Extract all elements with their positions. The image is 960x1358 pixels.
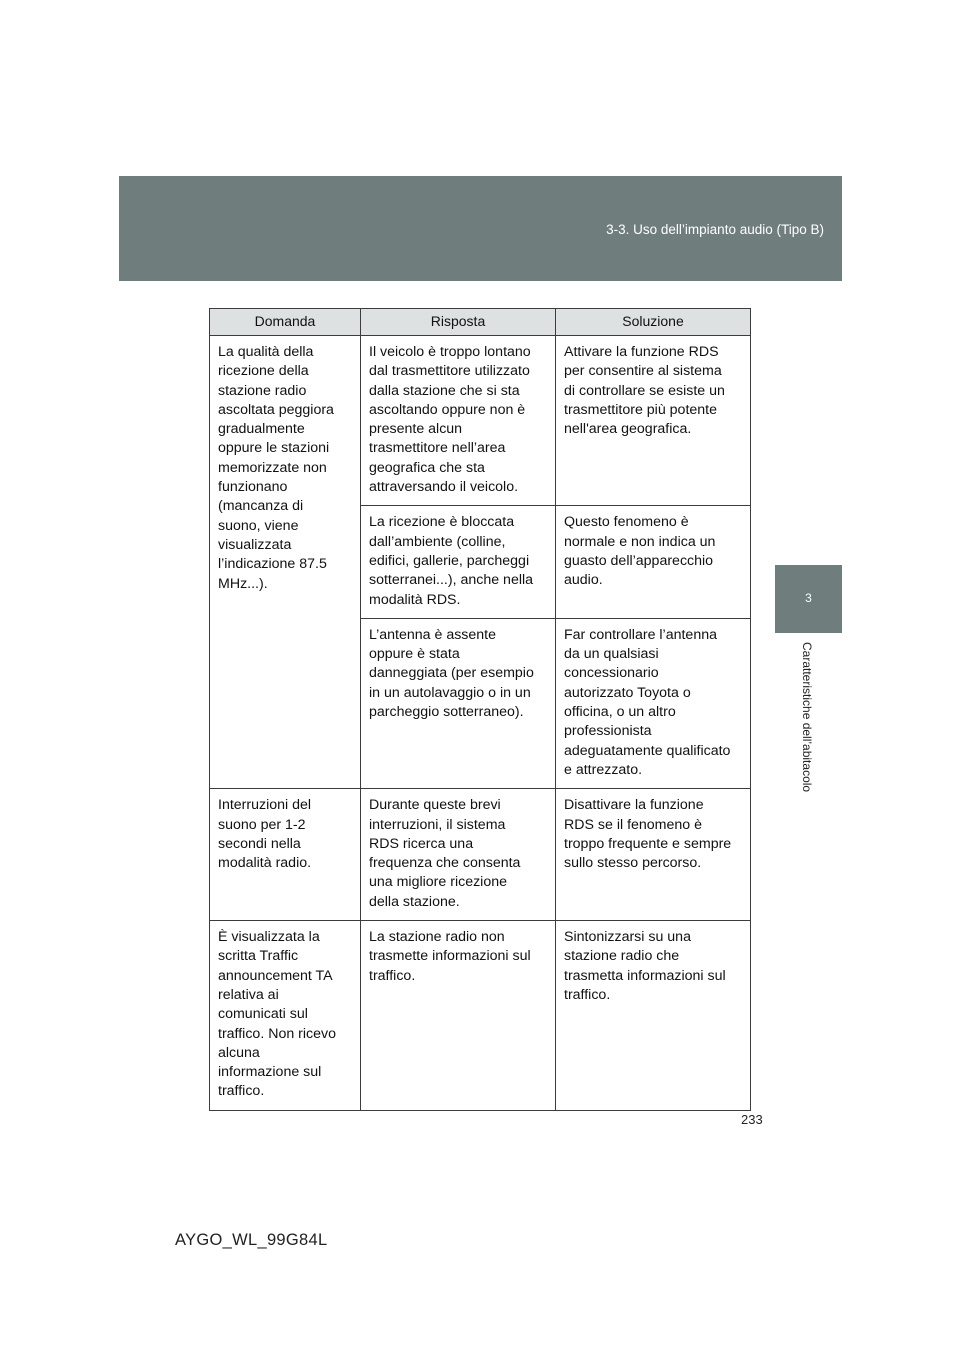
soluzione-cell: Disattivare la funzione RDS se il fenomeno è troppo frequente e sempre sullo stesso percorso. bbox=[556, 789, 751, 921]
soluzione-cell: Sintonizzarsi su una stazione radio che trasmetta informazioni sul traffico. bbox=[556, 921, 751, 1111]
chapter-tab bbox=[775, 565, 842, 633]
domanda-cell: È visualizzata la scritta Traffic announcement TA relativa ai comunicati sul traffico. Non ricevo alcuna informazione sul traffico. bbox=[210, 921, 361, 1111]
risposta-cell: La stazione radio non trasmette informazioni sul traffico. bbox=[361, 921, 556, 1111]
table-row bbox=[210, 336, 751, 506]
domanda-cell: Interruzioni del suono per 1-2 secondi nella modalità radio. bbox=[210, 789, 361, 921]
page-number: 233 bbox=[741, 1112, 763, 1127]
domanda-cell: La qualità della ricezione della stazione radio ascoltata peggiora gradualmente oppure le stazioni memorizzate non funzionano (mancanza di suono, viene visualizzata l’indicazione 87.5 MHz...). bbox=[210, 336, 361, 789]
risposta-cell: L’antenna è assente oppure è stata danneggiata (per esempio in un autolavaggio o in un parcheggio sotterraneo). bbox=[361, 618, 556, 788]
soluzione-cell: Far controllare l’antenna da un qualsiasi concessionario autorizzato Toyota o officina, o un altro professionista adeguatamente qualificato e attrezzato. bbox=[556, 618, 751, 788]
chapter-title-vertical bbox=[800, 642, 820, 832]
risposta-cell: Il veicolo è troppo lontano dal trasmettitore utilizzato dalla stazione che si sta ascoltando oppure non è presente alcun trasmettitore nell’area geografica che sta attraversando il veicolo. bbox=[361, 336, 556, 506]
chapter-number: 3 bbox=[805, 591, 812, 605]
section-title: 3-3. Uso dell’impianto audio (Tipo B) bbox=[606, 222, 824, 237]
risposta-cell: Durante queste brevi interruzioni, il sistema RDS ricerca una frequenza che consenta una migliore ricezione della stazione. bbox=[361, 789, 556, 921]
troubleshooting-table bbox=[209, 308, 751, 1111]
chapter-title: Caratteristiche dell’abitacolo bbox=[800, 642, 814, 793]
column-header-domanda: Domanda bbox=[210, 309, 361, 336]
document-code: AYGO_WL_99G84L bbox=[175, 1231, 328, 1249]
section-header-band bbox=[119, 176, 842, 281]
table-row bbox=[210, 921, 751, 1111]
column-header-risposta: Risposta bbox=[361, 309, 556, 336]
table-header-row bbox=[210, 309, 751, 336]
risposta-cell: La ricezione è bloccata dall’ambiente (colline, edifici, gallerie, parcheggi sotterranei...), anche nella modalità RDS. bbox=[361, 506, 556, 618]
column-header-soluzione: Soluzione bbox=[556, 309, 751, 336]
soluzione-cell: Attivare la funzione RDS per consentire al sistema di controllare se esiste un trasmettitore più potente nell'area geografica. bbox=[556, 336, 751, 506]
table-row bbox=[210, 789, 751, 921]
soluzione-cell: Questo fenomeno è normale e non indica un guasto dell’apparecchio audio. bbox=[556, 506, 751, 618]
